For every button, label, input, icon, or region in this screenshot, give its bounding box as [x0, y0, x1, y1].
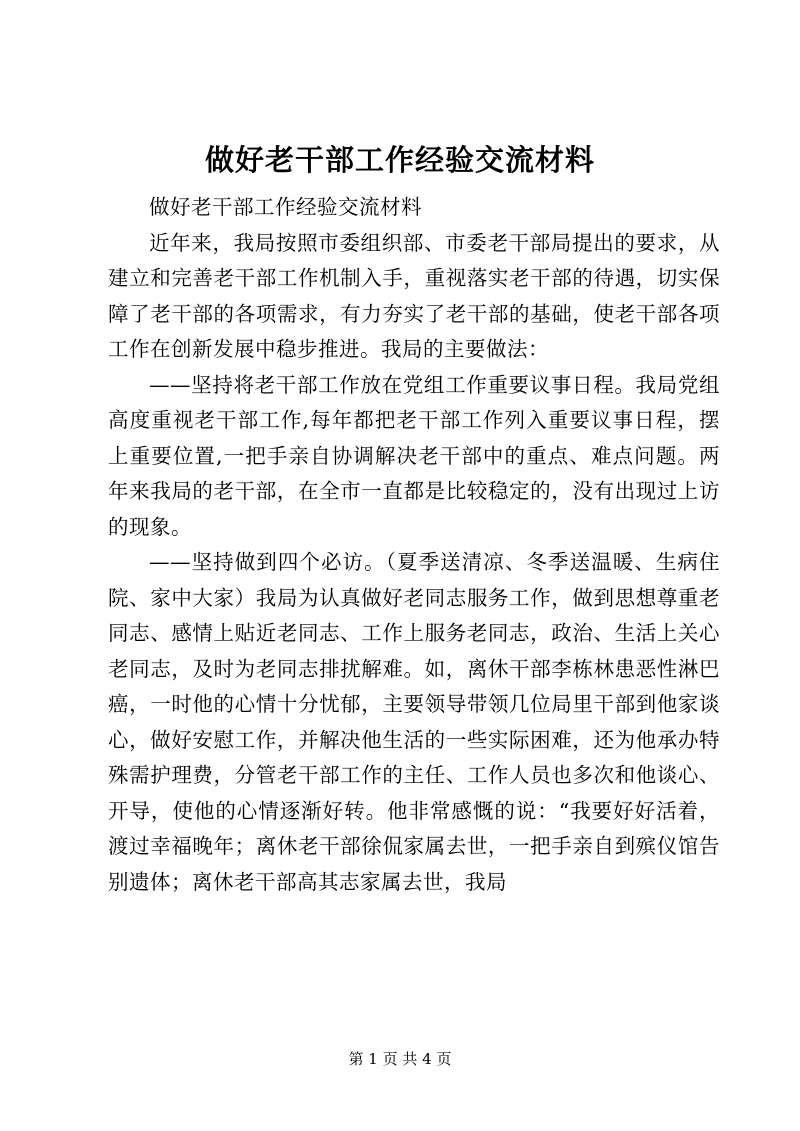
paragraph-subtitle: 做好老干部工作经验交流材料	[149, 195, 422, 219]
paragraph-intro: 近年来，我局按照市委组织部、市委老干部局提出的要求，从建立和完善老干部工作机制入手，重视落实老干部的待遇，切实保障了老干部的各项需求，有力夯实了老干部的基础，使老干部各项工作在创新发展中稳步推进。我局的主要做法：	[108, 230, 720, 361]
document-title: 做好老干部工作经验交流材料	[204, 143, 595, 177]
paragraph-point-one: ——坚持将老干部工作放在党组工作重要议事日程。我局党组高度重视老干部工作,每年都把老干部工作列入重要议事日程，摆上重要位置,一把手亲自协调解决老干部中的重点、难点问题。两年来我局的老干部，在全市一直都是比较稳定的，没有出现过上访的现象。	[108, 372, 720, 539]
page-footer: 第 1 页 共 4 页	[348, 1050, 452, 1068]
document-body	[108, 190, 720, 900]
paragraph-point-two: ——坚持做到四个必访。（夏季送清凉、冬季送温暖、生病住院、家中大家）我局为认真做好老同志服务工作，做到思想尊重老同志、感情上贴近老同志、工作上服务老同志，政治、生活上关心老同志，及时为老同志排扰解难。如，离休干部李栋林患恶性淋巴癌，一时他的心情十分忧郁，主要领导带领几位局里干部到他家谈心，做好安慰工作，并解决他生活的一些实际困难，还为他承办特殊需护理费，分管老干部工作的主任、工作人员也多次和他谈心、开导，使他的心情逐渐好转。他非常感慨的说：“我要好好活着，渡过幸福晚年；离休老干部徐侃家属去世，一把手亲自到殡仪馆告别遗体；离休老干部高其志家属去世，我局	[108, 550, 720, 894]
